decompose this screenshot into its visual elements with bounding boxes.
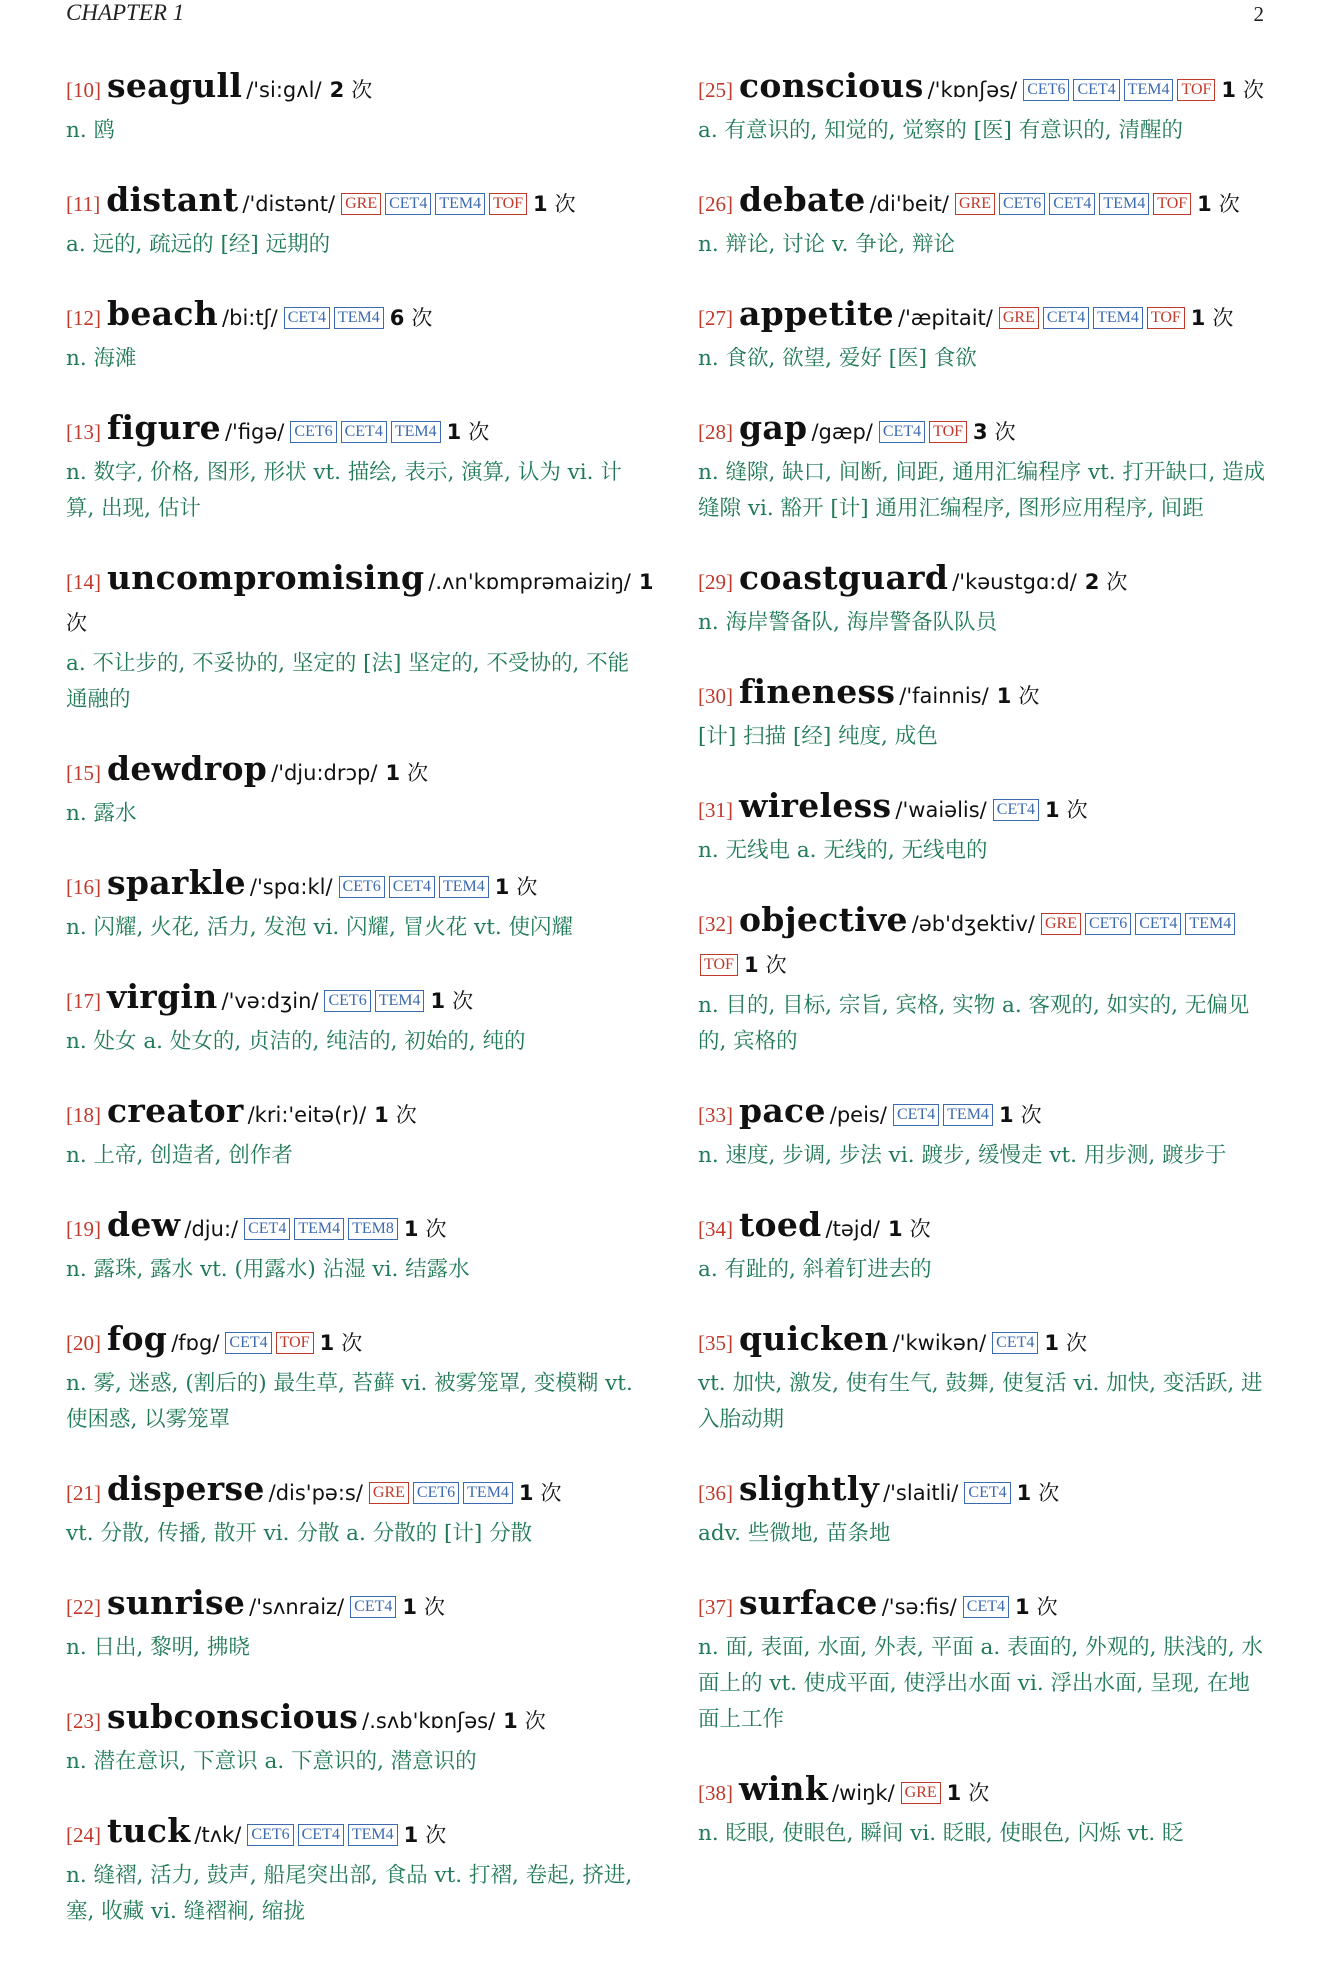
entry-headline — [66, 66, 638, 111]
occurrence-count: 1 — [446, 420, 462, 444]
entry-headline — [698, 294, 1270, 339]
headword: sunrise — [107, 1583, 246, 1622]
occurrence-unit: 次 — [1038, 1481, 1060, 1505]
definition: n. 潜在意识, 下意识 a. 下意识的, 潜意识的 — [66, 1749, 477, 1774]
pronunciation: /'figə/ — [224, 420, 285, 444]
occurrence-count: 1 — [503, 1709, 518, 1733]
occurrence-count: 1 — [1190, 306, 1206, 330]
pronunciation: /.ʌn'kɒmprəmaiziŋ/ — [428, 570, 631, 594]
exam-tag: CET6 — [290, 421, 336, 443]
entry-number: [35] — [698, 1331, 733, 1355]
definition: n. 海滩 — [66, 346, 137, 371]
exam-tag: GRE — [901, 1782, 941, 1804]
exam-tag: CET4 — [1043, 307, 1089, 329]
entry-headline — [698, 1205, 1270, 1250]
occurrence-count: 1 — [518, 1481, 534, 1505]
exam-tag: CET4 — [225, 1332, 271, 1354]
occurrence-unit: 次 — [468, 420, 490, 444]
exam-tag: TOF — [1177, 79, 1215, 101]
exam-tag: CET4 — [389, 876, 435, 898]
occurrence-count: 1 — [430, 989, 446, 1013]
vocab-entry — [66, 749, 638, 832]
exam-tag: TEM4 — [1185, 913, 1235, 935]
entry-number: [17] — [66, 989, 101, 1013]
exam-tag: TOF — [489, 193, 527, 215]
exam-tag: GRE — [999, 307, 1039, 329]
headword: slightly — [739, 1469, 880, 1508]
occurrence-count: 1 — [402, 1595, 417, 1619]
entry-headline — [66, 1469, 638, 1514]
entry-headline — [66, 1811, 638, 1856]
chapter-heading: CHAPTER 1 — [66, 0, 185, 25]
entry-headline — [66, 294, 638, 339]
vocab-entry — [66, 977, 638, 1060]
headword: dew — [107, 1205, 181, 1244]
entry-number: [10] — [66, 78, 101, 102]
definition: n. 食欲, 欲望, 爱好 [医] 食欲 — [698, 346, 977, 371]
entry-headline — [698, 66, 1270, 111]
occurrence-unit: 次 — [425, 1823, 447, 1847]
headword: fineness — [739, 672, 896, 711]
exam-tag: CET4 — [385, 193, 431, 215]
pronunciation: /əb'dʒektiv/ — [911, 912, 1035, 936]
occurrence-count: 1 — [638, 570, 654, 594]
entry-headline — [66, 1583, 638, 1628]
definition: n. 缝褶, 活力, 鼓声, 船尾突出部, 食品 vt. 打褶, 卷起, 挤进, 塞, 收藏 vi. 缝褶裥, 缩拢 — [66, 1863, 633, 1924]
entry-number: [28] — [698, 420, 733, 444]
vocab-entry — [698, 1319, 1270, 1438]
occurrence-unit: 次 — [1243, 78, 1265, 102]
occurrence-unit: 次 — [1066, 798, 1088, 822]
entry-headline — [698, 900, 1270, 986]
entry-number: [11] — [66, 192, 101, 216]
headword: debate — [739, 180, 866, 219]
headword: objective — [739, 900, 908, 939]
vocab-entry — [66, 1091, 638, 1174]
entry-number: [21] — [66, 1481, 101, 1505]
entry-number: [37] — [698, 1595, 733, 1619]
pronunciation: /'fainnis/ — [899, 684, 989, 708]
headword: appetite — [739, 294, 894, 333]
entry-headline — [698, 1319, 1270, 1364]
entry-number: [31] — [698, 798, 733, 822]
definition: a. 不让步的, 不妥协的, 坚定的 [法] 坚定的, 不受协的, 不能通融的 — [66, 651, 630, 712]
headword: subconscious — [107, 1697, 359, 1736]
headword: seagull — [107, 66, 243, 105]
exam-tag: TEM4 — [375, 990, 425, 1012]
definition: n. 速度, 步调, 步法 vi. 踱步, 缓慢走 vt. 用步测, 踱步于 — [698, 1143, 1227, 1168]
exam-tag: CET4 — [244, 1218, 290, 1240]
exam-tag: TEM4 — [1099, 193, 1149, 215]
entry-number: [25] — [698, 78, 733, 102]
vocab-entry — [698, 294, 1270, 377]
pronunciation: /fɒg/ — [171, 1331, 220, 1355]
definition: adv. 些微地, 苗条地 — [698, 1521, 891, 1546]
occurrence-unit: 次 — [765, 953, 787, 977]
headword: gap — [739, 408, 808, 447]
occurrence-unit: 次 — [994, 420, 1016, 444]
entry-headline — [66, 1697, 638, 1742]
exam-tag: GRE — [955, 193, 995, 215]
headword: surface — [739, 1583, 878, 1622]
pronunciation: /'waiəlis/ — [895, 798, 987, 822]
exam-tag: CET4 — [298, 1824, 344, 1846]
exam-tag: TEM4 — [348, 1824, 398, 1846]
entry-number: [15] — [66, 761, 101, 785]
definition: n. 缝隙, 缺口, 间断, 间距, 通用汇编程序 vt. 打开缺口, 造成缝隙 vi. 豁开 [计] 通用汇编程序, 图形应用程序, 间距 — [698, 460, 1266, 521]
vocab-entry — [66, 66, 638, 149]
vocab-entry — [66, 1205, 638, 1288]
vocab-entry — [66, 863, 638, 946]
occurrence-unit: 次 — [66, 611, 87, 635]
occurrence-unit: 次 — [1020, 1103, 1042, 1127]
exam-tag: CET4 — [1073, 79, 1119, 101]
vocab-entry — [66, 180, 638, 263]
headword: fog — [107, 1319, 168, 1358]
exam-tag: TOF — [1147, 307, 1185, 329]
occurrence-count: 2 — [329, 78, 345, 102]
vocab-entry — [698, 558, 1270, 641]
exam-tag: CET4 — [350, 1596, 396, 1618]
exam-tag: TEM4 — [439, 876, 489, 898]
pronunciation: /'sə:fis/ — [881, 1595, 957, 1619]
vocab-entry — [698, 1769, 1270, 1852]
occurrence-unit: 次 — [909, 1217, 931, 1241]
definition: a. 远的, 疏远的 [经] 远期的 — [66, 232, 331, 257]
entry-headline — [698, 672, 1270, 717]
occurrence-count: 1 — [1044, 798, 1060, 822]
headword: beach — [107, 294, 219, 333]
exam-tag: TOF — [276, 1332, 314, 1354]
entry-number: [23] — [66, 1709, 101, 1733]
entry-headline — [698, 1469, 1270, 1514]
entry-number: [26] — [698, 192, 733, 216]
exam-tag: CET6 — [339, 876, 385, 898]
definition: n. 上帝, 创造者, 创作者 — [66, 1143, 293, 1168]
vocab-entry — [698, 180, 1270, 263]
exam-tag: CET6 — [413, 1482, 459, 1504]
entry-headline — [66, 558, 654, 644]
pronunciation: /'kɒnʃəs/ — [927, 78, 1018, 102]
pronunciation: /di'beit/ — [869, 192, 949, 216]
occurrence-count: 1 — [996, 684, 1012, 708]
occurrence-unit: 次 — [395, 1103, 417, 1127]
vocab-entry — [698, 900, 1270, 1060]
exam-tag: TEM8 — [348, 1218, 398, 1240]
occurrence-unit: 次 — [1018, 684, 1040, 708]
exam-tag: GRE — [341, 193, 381, 215]
occurrence-unit: 次 — [1212, 306, 1234, 330]
entry-headline — [698, 1769, 1270, 1814]
definition: n. 面, 表面, 水面, 外表, 平面 a. 表面的, 外观的, 肤浅的, 水面上的 vt. 使成平面, 使浮出水面 vi. 浮出水面, 呈现, 在地面上工作 — [698, 1635, 1264, 1732]
exam-tag: TEM4 — [294, 1218, 344, 1240]
occurrence-count: 1 — [946, 1781, 962, 1805]
exam-tag: TEM4 — [943, 1104, 993, 1126]
definition: vt. 分散, 传播, 散开 vi. 分散 a. 分散的 [计] 分散 — [66, 1521, 533, 1546]
vocab-entry — [66, 558, 654, 718]
occurrence-count: 1 — [1197, 192, 1212, 216]
definition: n. 海岸警备队, 海岸警备队队员 — [698, 610, 998, 635]
exam-tag: TEM4 — [1093, 307, 1143, 329]
definition: n. 雾, 迷惑, (割后的) 最生草, 苔藓 vi. 被雾笼罩, 变模糊 vt. 使困惑, 以雾笼罩 — [66, 1371, 633, 1432]
occurrence-unit: 次 — [540, 1481, 562, 1505]
occurrence-count: 1 — [494, 875, 510, 899]
entry-number: [36] — [698, 1481, 733, 1505]
pronunciation: /'dju:drɔp/ — [271, 761, 378, 785]
occurrence-count: 1 — [385, 761, 401, 785]
occurrence-unit: 次 — [423, 1595, 445, 1619]
exam-tag: CET4 — [963, 1596, 1009, 1618]
exam-tag: GRE — [369, 1482, 409, 1504]
entry-headline — [698, 558, 1270, 603]
entry-headline — [66, 1205, 638, 1250]
exam-tag: TEM4 — [1124, 79, 1174, 101]
pronunciation: /'kwikən/ — [892, 1331, 987, 1355]
exam-tag: CET4 — [964, 1482, 1010, 1504]
occurrence-count: 1 — [743, 953, 759, 977]
occurrence-count: 1 — [374, 1103, 389, 1127]
occurrence-count: 3 — [973, 420, 988, 444]
occurrence-count: 1 — [319, 1331, 335, 1355]
entry-number: [29] — [698, 570, 733, 594]
exam-tag: CET4 — [341, 421, 387, 443]
pronunciation: /gæp/ — [811, 420, 873, 444]
entry-number: [20] — [66, 1331, 101, 1355]
page-number: 2 — [1253, 2, 1264, 26]
exam-tag: CET4 — [893, 1104, 939, 1126]
vocab-entry — [698, 408, 1270, 527]
exam-tag: CET4 — [1049, 193, 1095, 215]
occurrence-unit: 次 — [516, 875, 538, 899]
vocab-entry — [698, 786, 1270, 869]
exam-tag: CET4 — [992, 1332, 1038, 1354]
occurrence-unit: 次 — [341, 1331, 363, 1355]
occurrence-unit: 次 — [1066, 1331, 1087, 1355]
headword: wireless — [739, 786, 892, 825]
entry-number: [32] — [698, 912, 733, 936]
vocab-entry — [698, 1469, 1270, 1552]
occurrence-count: 1 — [403, 1823, 419, 1847]
occurrence-unit: 次 — [425, 1217, 447, 1241]
occurrence-unit: 次 — [1218, 192, 1240, 216]
pronunciation: /'spɑ:kl/ — [249, 875, 333, 899]
headword: tuck — [107, 1811, 191, 1850]
entry-headline — [66, 180, 638, 225]
pronunciation: /tʌk/ — [194, 1823, 242, 1847]
definition: n. 鸥 — [66, 118, 116, 143]
entry-headline — [66, 1091, 638, 1136]
entry-headline — [698, 408, 1270, 453]
headword: pace — [739, 1091, 826, 1130]
entry-number: [22] — [66, 1595, 101, 1619]
occurrence-unit: 次 — [1106, 570, 1128, 594]
occurrence-count: 1 — [1016, 1481, 1032, 1505]
occurrence-unit: 次 — [411, 306, 433, 330]
vocab-entry — [66, 294, 638, 377]
exam-tag: TEM4 — [435, 193, 485, 215]
entry-number: [27] — [698, 306, 733, 330]
occurrence-unit: 次 — [1036, 1595, 1058, 1619]
entry-number: [16] — [66, 875, 101, 899]
pronunciation: /kri:'eitə(r)/ — [247, 1103, 367, 1127]
exam-tag: TEM4 — [334, 307, 384, 329]
occurrence-count: 2 — [1084, 570, 1100, 594]
vocab-entry — [698, 672, 1270, 755]
occurrence-unit: 次 — [968, 1781, 990, 1805]
definition: n. 露珠, 露水 vt. (用露水) 沾湿 vi. 结露水 — [66, 1257, 470, 1282]
vocab-entry — [66, 1469, 638, 1552]
vocab-entry — [66, 1697, 638, 1780]
vocab-entry — [66, 1811, 638, 1930]
definition: [计] 扫描 [经] 纯度, 成色 — [698, 724, 938, 749]
entry-headline — [66, 863, 638, 908]
definition: n. 无线电 a. 无线的, 无线电的 — [698, 838, 988, 863]
definition: vt. 加快, 激发, 使有生气, 鼓舞, 使复活 vi. 加快, 变活跃, 进入胎动期 — [698, 1371, 1263, 1432]
occurrence-count: 1 — [998, 1103, 1014, 1127]
occurrence-count: 1 — [533, 192, 548, 216]
entry-number: [33] — [698, 1103, 733, 1127]
headword: conscious — [739, 66, 924, 105]
exam-tag: CET4 — [879, 421, 925, 443]
definition: a. 有意识的, 知觉的, 觉察的 [医] 有意识的, 清醒的 — [698, 118, 1183, 143]
pronunciation: /dju:/ — [184, 1217, 239, 1241]
entry-headline — [698, 180, 1270, 225]
entry-headline — [66, 977, 638, 1022]
entry-number: [12] — [66, 306, 101, 330]
pronunciation: /.sʌb'kɒnʃəs/ — [362, 1709, 496, 1733]
pronunciation: /'kəustgɑ:d/ — [952, 570, 1077, 594]
entry-number: [13] — [66, 420, 101, 444]
pronunciation: /wiŋk/ — [832, 1781, 895, 1805]
entry-headline — [698, 1091, 1270, 1136]
pronunciation: /bi:tʃ/ — [222, 306, 278, 330]
exam-tag: CET4 — [993, 799, 1039, 821]
left-column — [66, 66, 654, 1961]
occurrence-unit: 次 — [554, 192, 576, 216]
occurrence-count: 1 — [403, 1217, 419, 1241]
headword: creator — [107, 1091, 244, 1130]
exam-tag: CET4 — [1135, 913, 1181, 935]
occurrence-unit: 次 — [452, 989, 474, 1013]
vocab-entry — [698, 1205, 1270, 1288]
definition: n. 辩论, 讨论 v. 争论, 辩论 — [698, 232, 955, 257]
vocab-entry — [698, 66, 1270, 149]
headword: quicken — [739, 1319, 889, 1358]
occurrence-unit: 次 — [351, 78, 373, 102]
definition: n. 闪耀, 火花, 活力, 发泡 vi. 闪耀, 冒火花 vt. 使闪耀 — [66, 915, 574, 940]
entry-headline — [66, 1319, 638, 1364]
exam-tag: CET6 — [1085, 913, 1131, 935]
pronunciation: /'slaitli/ — [883, 1481, 959, 1505]
entry-headline — [66, 749, 638, 794]
occurrence-count: 1 — [1221, 78, 1237, 102]
definition: n. 眨眼, 使眼色, 瞬间 vi. 眨眼, 使眼色, 闪烁 vt. 眨 — [698, 1821, 1184, 1846]
exam-tag: GRE — [1041, 913, 1081, 935]
entry-headline — [698, 1583, 1270, 1628]
headword: distant — [106, 180, 239, 219]
exam-tag: TOF — [929, 421, 967, 443]
occurrence-unit: 次 — [407, 761, 429, 785]
pronunciation: /təjd/ — [825, 1217, 880, 1241]
entry-number: [38] — [698, 1781, 733, 1805]
headword: disperse — [107, 1469, 265, 1508]
headword: uncompromising — [107, 558, 425, 597]
pronunciation: /peis/ — [829, 1103, 887, 1127]
exam-tag: CET6 — [324, 990, 370, 1012]
definition: n. 处女 a. 处女的, 贞洁的, 纯洁的, 初始的, 纯的 — [66, 1029, 526, 1054]
entry-headline — [698, 786, 1270, 831]
exam-tag: TOF — [1153, 193, 1191, 215]
occurrence-count: 1 — [1044, 1331, 1059, 1355]
definition: a. 有趾的, 斜着钉进去的 — [698, 1257, 932, 1282]
entry-number: [30] — [698, 684, 733, 708]
entry-number: [18] — [66, 1103, 101, 1127]
definition: n. 露水 — [66, 801, 137, 826]
headword: virgin — [107, 977, 218, 1016]
headword: dewdrop — [107, 749, 268, 788]
vocab-entry — [698, 1091, 1270, 1174]
occurrence-count: 1 — [888, 1217, 903, 1241]
exam-tag: TEM4 — [463, 1482, 513, 1504]
exam-tag: CET4 — [284, 307, 330, 329]
exam-tag: TEM4 — [391, 421, 441, 443]
pronunciation: /'və:dʒin/ — [221, 989, 319, 1013]
headword: sparkle — [107, 863, 246, 902]
entry-number: [19] — [66, 1217, 101, 1241]
exam-tag: CET6 — [1023, 79, 1069, 101]
pronunciation: /'æpitait/ — [897, 306, 993, 330]
vocab-entry — [66, 1583, 638, 1666]
exam-tag: TOF — [700, 954, 738, 976]
occurrence-count: 1 — [1014, 1595, 1030, 1619]
pronunciation: /dis'pə:s/ — [268, 1481, 363, 1505]
headword: coastguard — [739, 558, 949, 597]
occurrence-unit: 次 — [524, 1709, 546, 1733]
definition: n. 目的, 目标, 宗旨, 宾格, 实物 a. 客观的, 如实的, 无偏见的, 宾格的 — [698, 993, 1250, 1054]
right-column — [698, 66, 1270, 1883]
exam-tag: CET6 — [247, 1824, 293, 1846]
headword: toed — [739, 1205, 822, 1244]
vocab-entry — [66, 1319, 638, 1438]
entry-number: [14] — [66, 570, 101, 594]
occurrence-count: 6 — [389, 306, 405, 330]
pronunciation: /'distənt/ — [242, 192, 336, 216]
vocab-entry — [66, 408, 638, 527]
entry-headline — [66, 408, 638, 453]
definition: n. 日出, 黎明, 拂晓 — [66, 1635, 250, 1660]
entry-number: [34] — [698, 1217, 733, 1241]
exam-tag: CET6 — [999, 193, 1045, 215]
headword: wink — [739, 1769, 829, 1808]
headword: figure — [107, 408, 221, 447]
pronunciation: /'si:gʌl/ — [246, 78, 322, 102]
pronunciation: /'sʌnraiz/ — [249, 1595, 345, 1619]
entry-number: [24] — [66, 1823, 101, 1847]
definition: n. 数字, 价格, 图形, 形状 vt. 描绘, 表示, 演算, 认为 vi. 计算, 出现, 估计 — [66, 460, 622, 521]
vocab-entry — [698, 1583, 1270, 1738]
